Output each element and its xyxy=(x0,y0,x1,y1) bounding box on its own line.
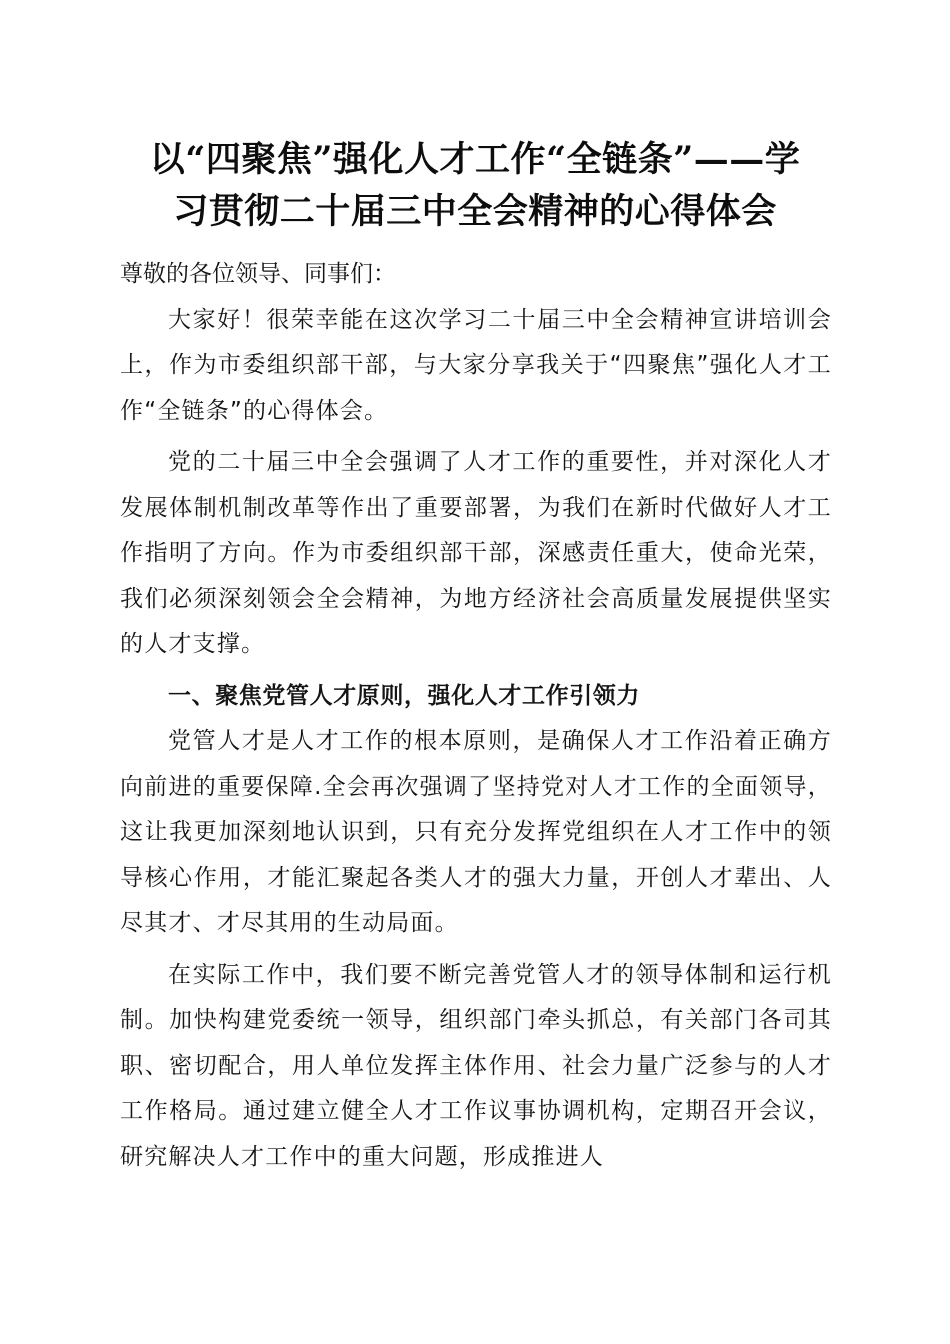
title-line-1: 以“四聚焦”强化人才工作“全链条”——学 xyxy=(149,139,801,180)
title-line-2: 习贯彻二十届三中全会精神的心得体会 xyxy=(173,191,777,232)
document-title xyxy=(100,134,850,238)
salutation: 尊敬的各位领导、同事们： xyxy=(120,261,396,287)
paragraph-greeting: 大家好！很荣幸能在这次学习二十届三中全会精神宣讲培训会上，作为市委组织部干部，与大家分享我关于“四聚焦”强化人才工作“全链条”的心得体会。 xyxy=(120,306,832,424)
paragraph-section1-a: 党管人才是人才工作的根本原则，是确保人才工作沿着正确方向前进的重要保障.全会再次强调了坚持党对人才工作的全面领导，这让我更加深刻地认识到，只有充分发挥党组织在人才工作中的领导核心作用，才能汇聚起各类人才的强大力量，开创人才辈出、人尽其才、才尽其用的生动局面。 xyxy=(120,728,832,936)
paragraph-section1-b: 在实际工作中，我们要不断完善党管人才的领导体制和运行机制。加快构建党委统一领导，组织部门牵头抓总，有关部门各司其职、密切配合，用人单位发挥主体作用、社会力量广泛参与的人才工作格局。通过建立健全人才工作议事协调机构，定期召开会议，研究解决人才工作中的重大问题，形成推进人 xyxy=(120,961,832,1170)
paragraph-intro: 党的二十届三中全会强调了人才工作的重要性，并对深化人才发展体制机制改革等作出了重要部署，为我们在新时代做好人才工作指明了方向。作为市委组织部干部，深感责任重大，使命光荣，我们必须深刻领会全会精神，为地方经济社会高质量发展提供坚实的人才支撑。 xyxy=(120,449,832,657)
section-heading-1: 一、聚焦党管人才原则，强化人才工作引领力 xyxy=(168,682,640,709)
document-body xyxy=(120,252,832,1186)
